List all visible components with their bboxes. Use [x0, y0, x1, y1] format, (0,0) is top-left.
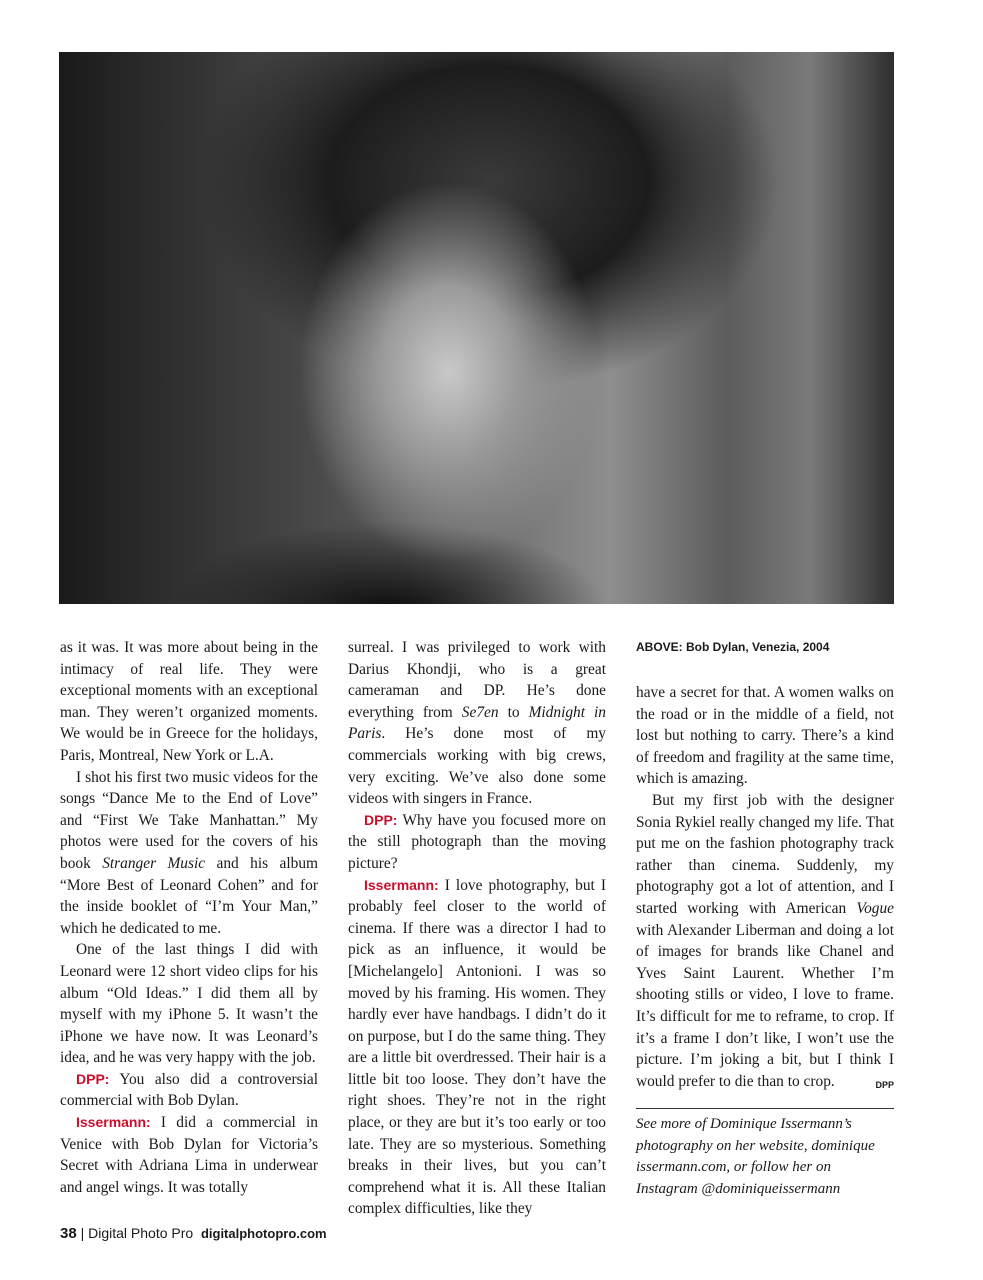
interview-question: DPP: Why have you focused more on the still photograph than the moving picture? — [348, 811, 606, 872]
article-column-1 — [60, 637, 318, 1198]
paragraph: But my first job with the designer Sonia Rykiel really changed my life. That put me on the fashion photography track rather than cinema. Suddenly, my photography got a lot of attention, and I started working with American Vogue with Alexander Liberman and doing a lot of images for brands like Chanel and Yves Saint Laurent. Whether I’m shooting stills or video, I love to frame. It’s difficult for me to reframe, to crop. If it’s a frame I don’t like, I won’t use the picture. I’m joking a bit, but I think I would prefer to die than to crop. DPP — [636, 790, 894, 1092]
paragraph: One of the last things I did with Leonard were 12 short video clips for his album “Old Ideas.” I did them all by myself with my iPhone 5. It wasn’t the iPhone we have now. It was Leonard’s idea, and he was very happy with the job. — [60, 941, 318, 1067]
paragraph: as it was. It was more about being in the intimacy of real life. They were exceptional moments with an exceptional man. They weren’t organized moments. We would be in Greece for the holidays, Paris, Montreal, New York or L.A. — [60, 639, 318, 764]
article-column-3 — [636, 682, 894, 1096]
bob-dylan-photo — [59, 52, 894, 604]
paragraph: I shot his first two music videos for the songs “Dance Me to the End of Love” and “First We Take Manhattan.” My photos were used for the covers of his book Stranger Music and his album “More Best of Leonard Cohen” and for the inside booklet of “I’m Your Man,” which he dedicated to me. — [60, 768, 319, 937]
interview-answer: Issermann: I did a commercial in Venice with Bob Dylan for Victoria’s Secret with Adriana Lima in underwear and angel wings. It was totally — [60, 1114, 318, 1196]
page-number: 38 — [60, 1225, 77, 1242]
question-label: DPP: — [76, 1070, 110, 1087]
question-label: DPP: — [364, 811, 398, 828]
photo-caption: ABOVE: Bob Dylan, Venezia, 2004 — [636, 640, 830, 654]
page-footer: 38 | Digital Photo Pro digitalphotopro.com — [60, 1225, 327, 1242]
divider — [636, 1108, 894, 1109]
answer-label: Issermann: — [76, 1114, 151, 1131]
website-note: See more of Dominique Issermann’s photography on her website, dominique issermann.com, or follow her on Instagram @dominiqueissermann — [636, 1116, 875, 1197]
film-title: Midnight in Paris — [348, 703, 607, 743]
end-mark: DPP — [875, 1079, 894, 1090]
answer-label: Issermann: — [364, 876, 439, 893]
magazine-name: Digital Photo Pro — [88, 1225, 194, 1241]
book-title: Stranger Music — [102, 854, 206, 872]
film-title: Se7en — [461, 703, 499, 721]
article-column-2 — [348, 637, 606, 1220]
paragraph: have a secret for that. A women walks on the road or in the middle of a field, not lost but nothing to carry. There’s a kind of freedom and fragility at the same time, which is amazing. — [636, 684, 894, 788]
interview-question: DPP: You also did a controversial commercial with Bob Dylan. — [60, 1070, 318, 1110]
magazine-title: Vogue — [856, 899, 894, 917]
magazine-url: digitalphotopro.com — [200, 1226, 327, 1241]
interview-answer: Issermann: I love photography, but I probably feel closer to the world of cinema. If there was a director I had to pick as an influence, it would be [Michelangelo] Antonioni. I was so moved by his framing. His women. They hardly ever have handbags. I didn’t do it on purpose, but I do the same thing. They are a little bit overdressed. Their hair is a little bit too loose. They don’t have the right shoes. They’re not in the right place, or they are but it’s too early or too late. They are so mysterious. Something breaks in their lives, but you can’t comprehend what it is. All these Italian complex difficulties, like they — [348, 876, 606, 1218]
paragraph: surreal. I was privileged to work with Darius Khondji, who is a great cameraman and DP. He’s done everything from Se7en to Midnight in Paris. He’s done most of my commercials working with big crews, very exciting. We’ve also done some videos with singers in France. — [348, 639, 607, 808]
